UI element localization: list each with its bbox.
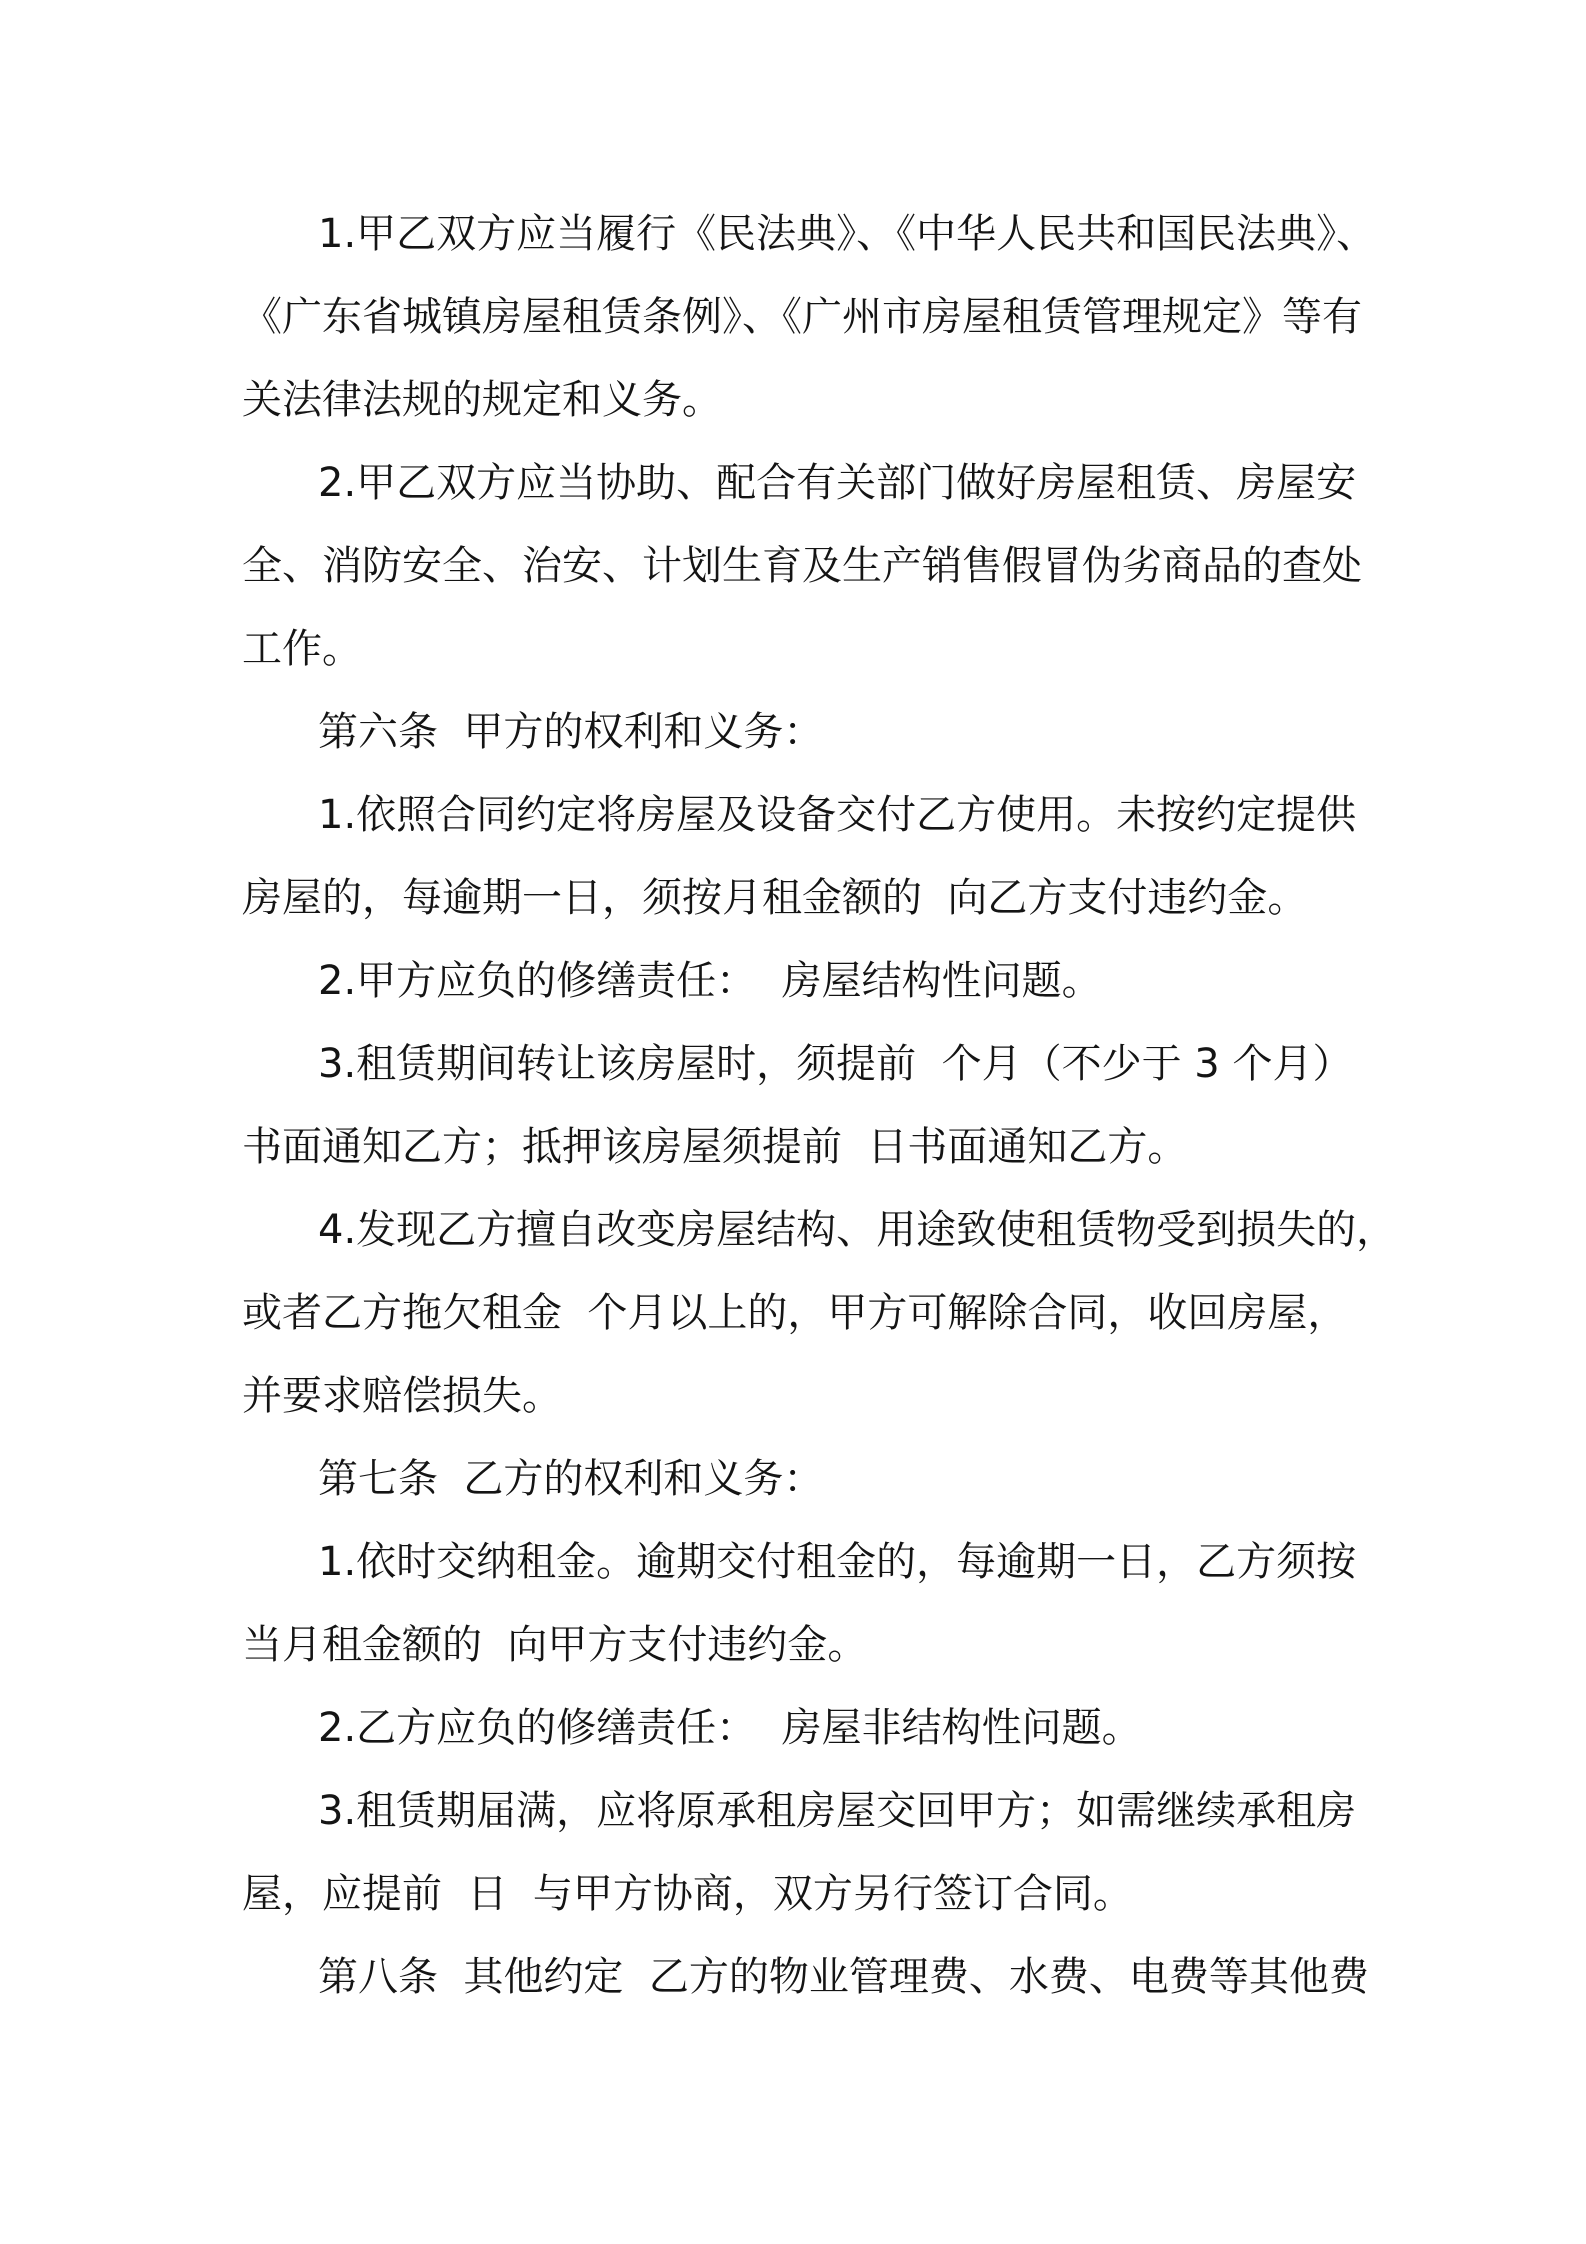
clause-line: 全、消防安全、治安、计划生育及生产销售假冒伪劣商品的查处 bbox=[242, 543, 1362, 589]
clause-line: 2.甲方应负的修缮责任： 房屋结构性问题。 bbox=[318, 958, 1102, 1004]
clause-line: 屋，应提前 日 与甲方协商，双方另行签订合同。 bbox=[242, 1871, 1133, 1917]
clause-line: 《广东省城镇房屋租赁条例》、《广州市房屋租赁管理规定》等有 bbox=[242, 294, 1362, 340]
clause-line: 书面通知乙方；抵押该房屋须提前 日书面通知乙方。 bbox=[242, 1124, 1188, 1170]
clause-line: 2.乙方应负的修缮责任： 房屋非结构性问题。 bbox=[318, 1705, 1142, 1751]
clause-line: 1.依时交纳租金。逾期交付租金的，每逾期一日，乙方须按 bbox=[318, 1539, 1357, 1585]
section-heading: 第六条 甲方的权利和义务： bbox=[318, 709, 824, 755]
clause-line: 关法律法规的规定和义务。 bbox=[242, 377, 722, 423]
clause-line: 并要求赔偿损失。 bbox=[242, 1373, 562, 1419]
clause-line: 4.发现乙方擅自改变房屋结构、用途致使租赁物受到损失的， bbox=[318, 1207, 1397, 1253]
clause-line: 2.甲乙双方应当协助、配合有关部门做好房屋租赁、房屋安 bbox=[318, 460, 1357, 506]
clause-line: 房屋的，每逾期一日，须按月租金额的 向乙方支付违约金。 bbox=[242, 875, 1308, 921]
section-heading: 第七条 乙方的权利和义务： bbox=[318, 1456, 824, 1502]
clause-line: 工作。 bbox=[242, 626, 362, 672]
section-heading: 第八条 其他约定 乙方的物业管理费、水费、电费等其他费 bbox=[318, 1954, 1369, 2000]
clause-line: 当月租金额的 向甲方支付违约金。 bbox=[242, 1622, 868, 1668]
clause-line: 3.租赁期届满，应将原承租房屋交回甲方；如需继续承租房 bbox=[318, 1788, 1357, 1834]
clause-line: 1.依照合同约定将房屋及设备交付乙方使用。未按约定提供 bbox=[318, 792, 1357, 838]
clause-line: 或者乙方拖欠租金 个月以上的，甲方可解除合同，收回房屋， bbox=[242, 1290, 1348, 1336]
clause-line: 3.租赁期间转让该房屋时，须提前 个月（不少于 3 个月） bbox=[318, 1041, 1353, 1087]
clause-line: 1.甲乙双方应当履行《民法典》、《中华人民共和国民法典》、 bbox=[318, 211, 1377, 257]
